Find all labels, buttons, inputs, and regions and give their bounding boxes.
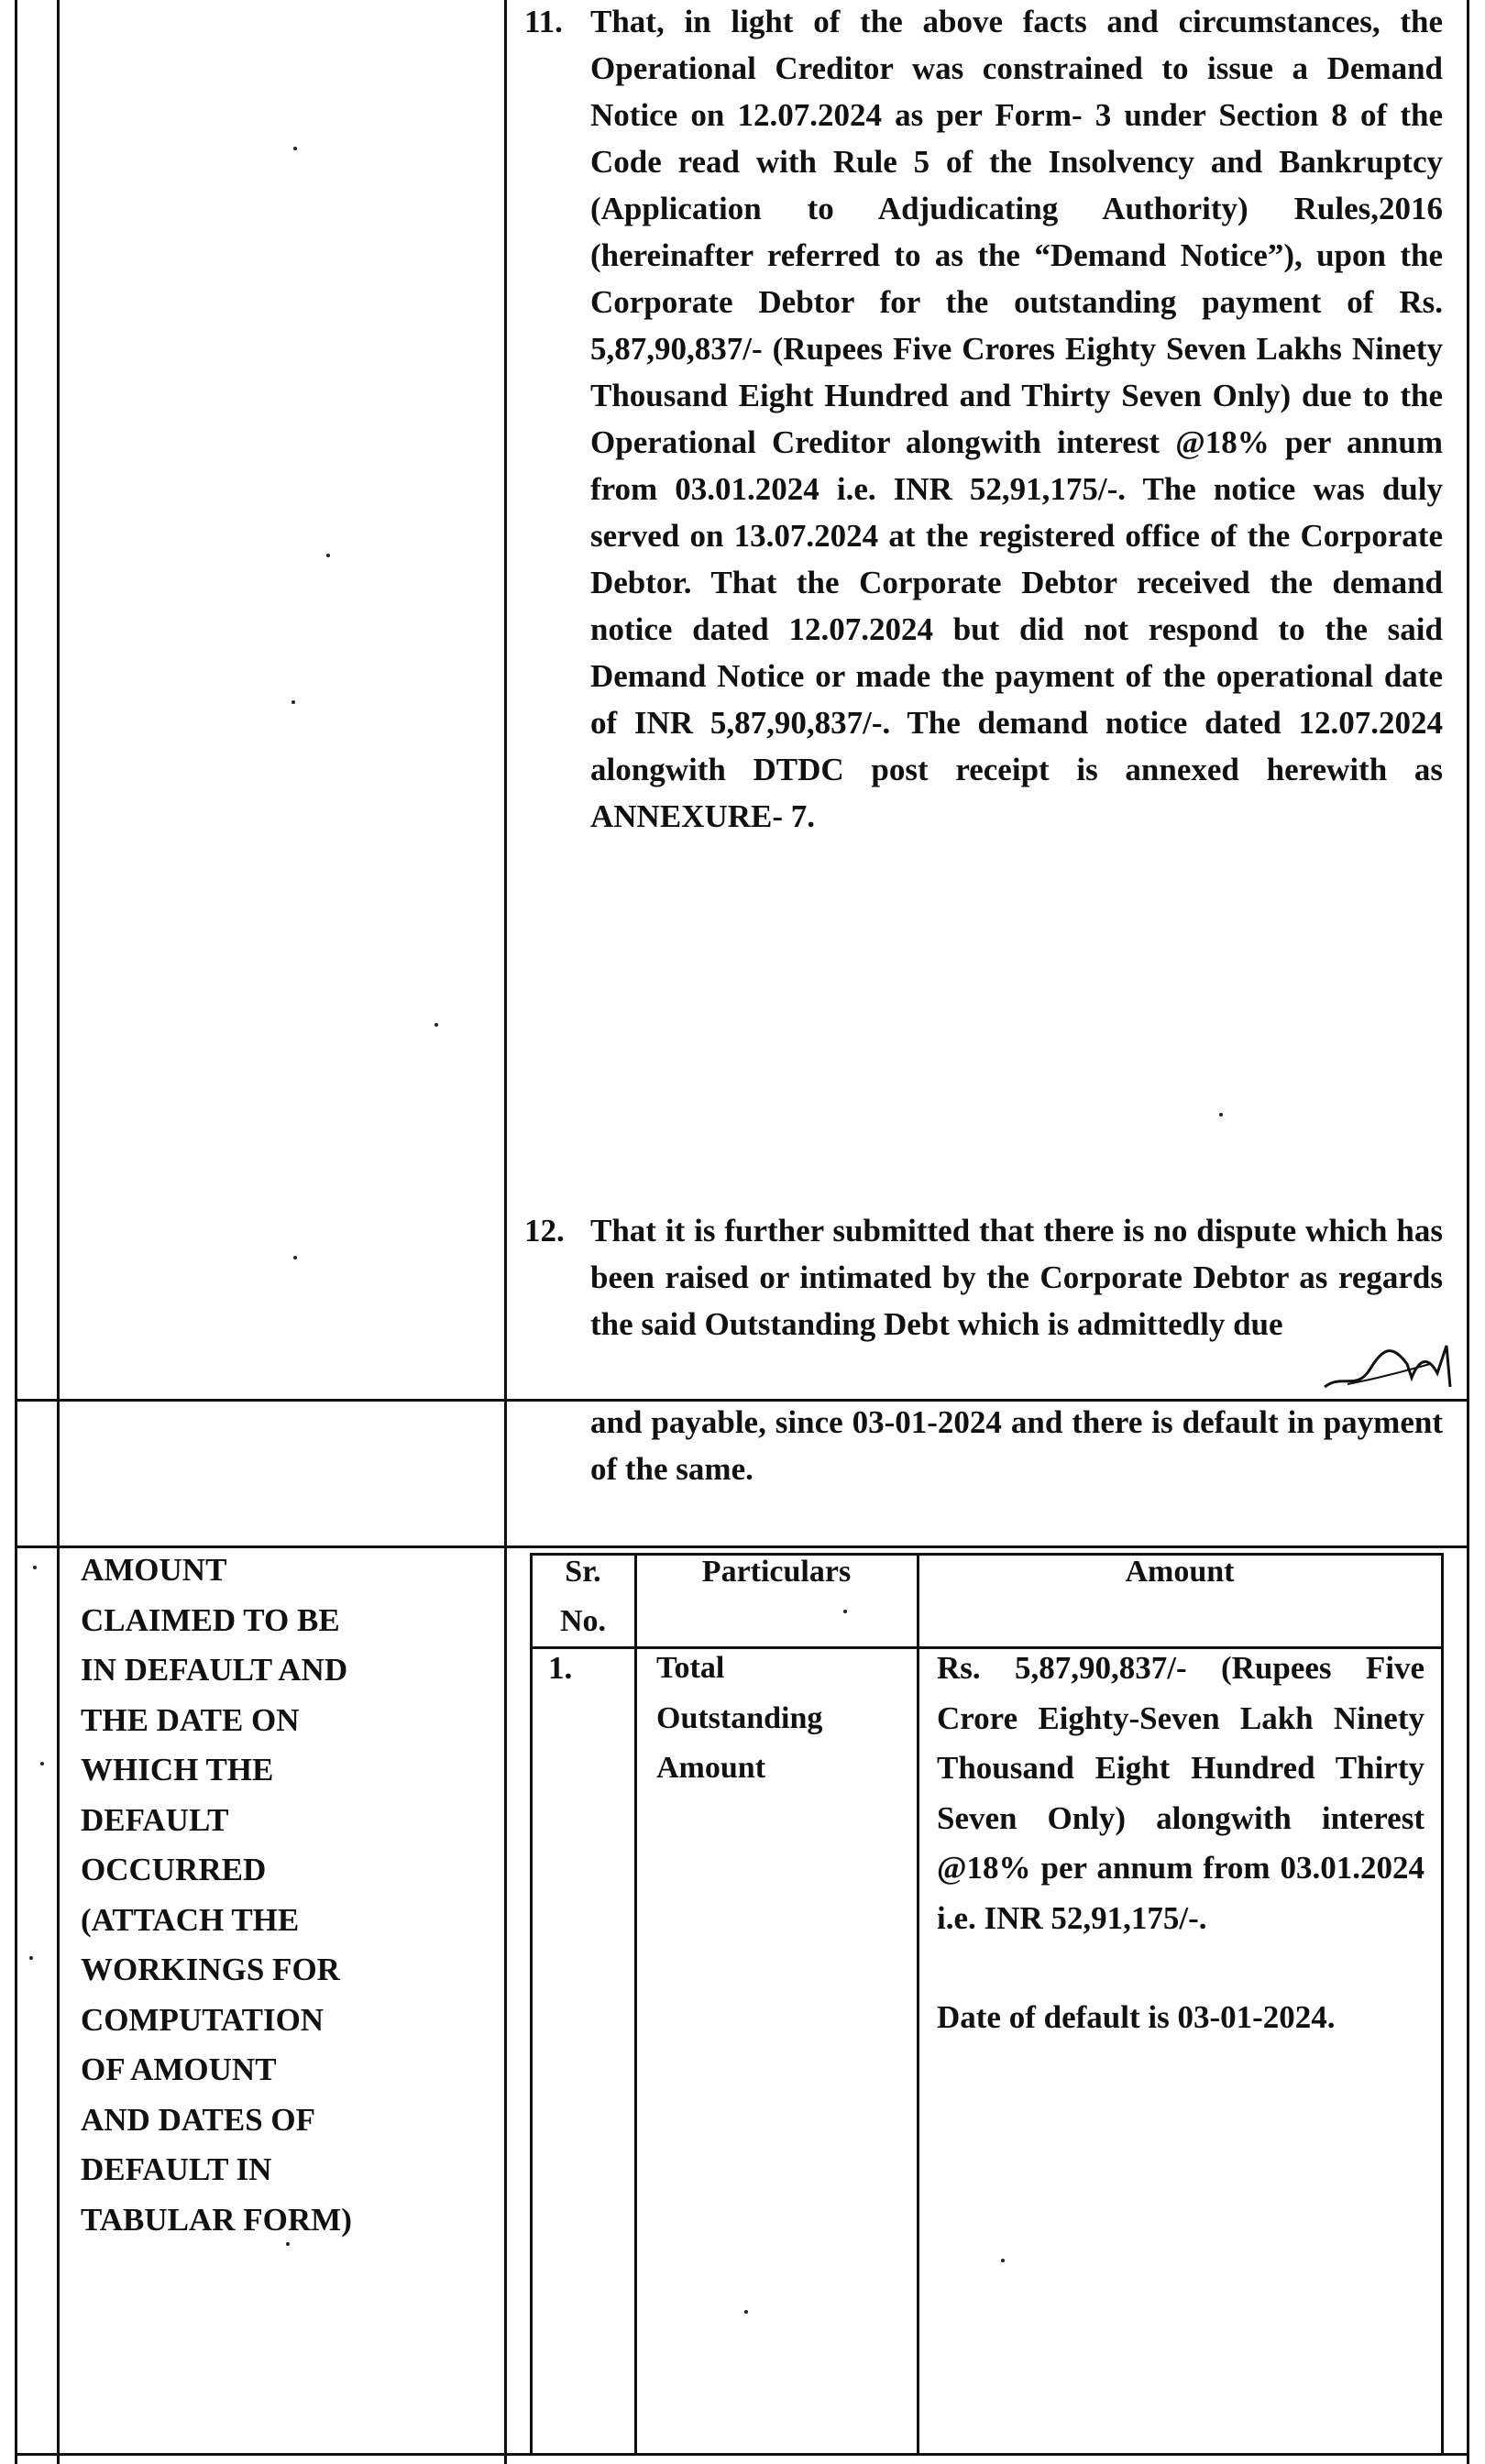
particulars-line: Outstanding <box>656 1700 823 1735</box>
label-line: WHICH THE <box>81 1752 274 1788</box>
default-date: Date of default is 03-01-2024. <box>937 1999 1336 2035</box>
label-line: DEFAULT IN <box>81 2151 272 2187</box>
label-line: WORKINGS FOR <box>81 1952 340 1987</box>
inner-table-col-2 <box>917 1553 919 2453</box>
label-line: IN DEFAULT AND <box>81 1652 348 1688</box>
paragraph-text: and payable, since 03-01-2024 and there is default in payment of the same. <box>590 1404 1443 1487</box>
amount-cell <box>937 1644 1424 2043</box>
inner-table-col-1 <box>634 1553 637 2453</box>
signature-icon <box>1320 1336 1458 1401</box>
scan-speck <box>434 1023 438 1027</box>
paragraph-number: 12. <box>524 1213 565 1248</box>
paragraph-number: 11. <box>524 4 563 39</box>
inner-table-left <box>530 1553 533 2453</box>
amount-value: Rs. 5,87,90,837/- (Rupees Five Crore Eighty-Seven Lakh Ninety Thousand Eight Hundred Thirty Seven Only) alongwith interest @18% per annum from 03.01.2024 i.e. INR 52,91,175/-. <box>937 1650 1424 1936</box>
scan-speck <box>293 1256 297 1260</box>
scan-speck <box>40 1762 44 1766</box>
scan-speck <box>744 2310 748 2314</box>
outer-left-border <box>15 0 17 2464</box>
label-line: COMPUTATION <box>81 2001 324 2038</box>
sr-no-cell: 1. <box>548 1650 573 1686</box>
label-line: DEFAULT <box>81 1801 229 1838</box>
bottom-border <box>15 2453 1469 2456</box>
label-line: OF AMOUNT <box>81 2052 277 2087</box>
scan-speck <box>326 554 330 557</box>
scan-speck <box>1219 1113 1223 1116</box>
scan-speck <box>292 700 295 704</box>
scan-speck <box>286 2242 290 2246</box>
label-line: CLAIMED TO BE <box>81 1601 340 1638</box>
amount-header: Amount <box>1125 1555 1235 1589</box>
label-line: (ATTACH THE <box>81 1901 300 1938</box>
paragraph-text: That it is further submitted that there is no dispute which has been raised or intimated by the Corporate Debtor as regards the said Outstanding Debt which is admittedly due <box>590 1213 1443 1342</box>
particulars-header: Particulars <box>701 1555 852 1589</box>
scan-speck <box>1001 2259 1005 2262</box>
scan-speck <box>29 1956 33 1960</box>
sr-no-header <box>533 1547 633 1646</box>
paragraph-12-continuation <box>590 1399 1443 1492</box>
particulars-line: Total <box>656 1651 725 1685</box>
scan-speck <box>33 1566 37 1569</box>
paragraph-text: That, in light of the above facts and circumstances, the Operational Creditor was constrained to issue a Demand Notice on 12.07.2024 as per Form- 3 under Section 8 of the Code read with Rule 5 of the Insolvency and Bankruptcy (Application to Adjudicating Authority) Rules,2016 (hereinafter referred to as the “Demand Notice”), upon the Corporate Debtor for the outstanding payment of Rs. 5,87,90,837/- (Rupees Five Crores Eighty Seven Lakhs Ninety Thousand Eight Hundred and Thirty Seven Only) due to the Operational Creditor alongwith interest @18% per annum from 03.01.2024 i.e. INR 52,91,175/-. The notice was duly served on 13.07.2024 at the registered office of the Corporate Debtor. That the Corporate Debtor received the demand notice dated 12.07.2024 but did not respond to the said Demand Notice or made the payment of the operational date of INR 5,87,90,837/-. The demand notice dated 12.07.2024 alongwith DTDC post receipt is annexed herewith as <box>590 4 1443 787</box>
label-line: THE DATE ON <box>81 1701 300 1738</box>
amount-claimed-label <box>81 1546 502 2245</box>
sr-no-header-line2: No. <box>559 1604 607 1638</box>
paragraph-12 <box>524 1207 1443 1348</box>
label-line: TABULAR FORM) <box>81 2201 352 2238</box>
inner-left-border <box>57 0 60 2464</box>
label-line: OCCURRED <box>81 1852 267 1887</box>
label-line: AND DATES OF <box>81 2101 316 2138</box>
sr-no-header-line1: Sr. <box>565 1555 601 1589</box>
particulars-line: Amount <box>656 1751 766 1785</box>
scan-speck <box>293 147 297 150</box>
particulars-cell <box>656 1644 913 1794</box>
column-divider <box>504 0 507 2464</box>
annexure-label: ANNEXURE- 7. <box>590 798 815 834</box>
paragraph-11 <box>524 0 1443 840</box>
right-border <box>1467 0 1469 2464</box>
label-line: AMOUNT <box>81 1552 227 1588</box>
inner-table-right <box>1441 1553 1444 2453</box>
scan-speck <box>843 1610 847 1613</box>
